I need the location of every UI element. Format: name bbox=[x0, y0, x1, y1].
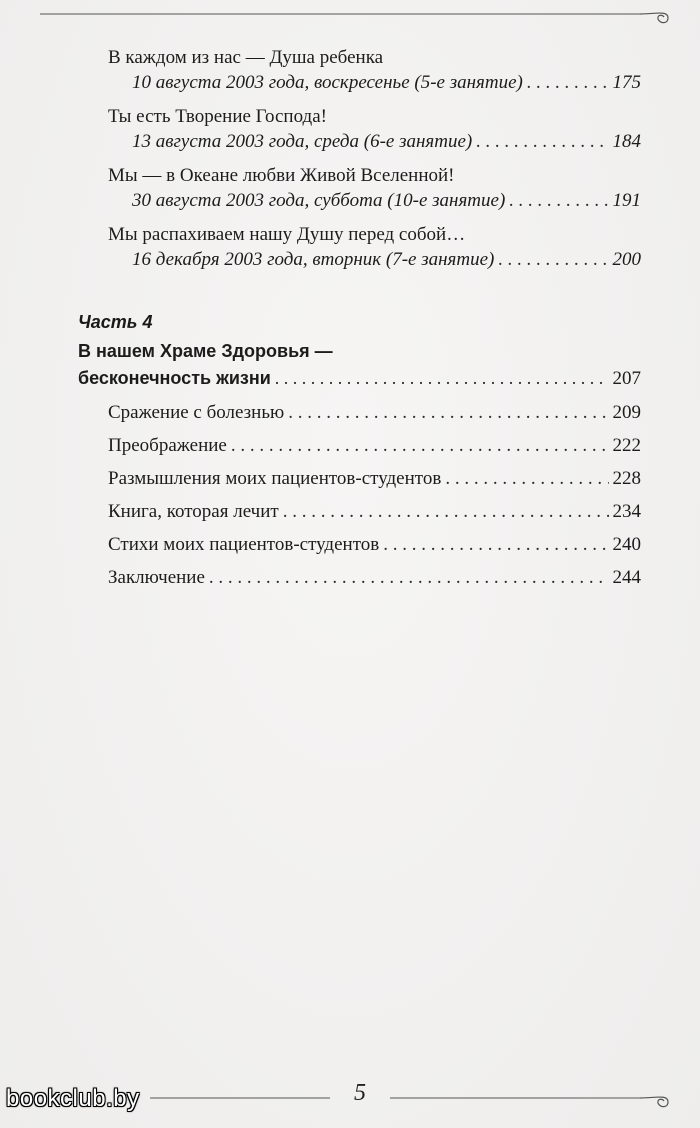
toc-page-number: 207 bbox=[612, 368, 641, 389]
toc-entry-subtitle-line bbox=[108, 188, 641, 213]
toc-page-number: 209 bbox=[612, 402, 641, 423]
dot-leader bbox=[527, 70, 609, 95]
dot-leader bbox=[498, 247, 608, 272]
toc-page-number: 200 bbox=[612, 249, 641, 270]
toc-entry-title: Мы распахиваем нашу Душу перед собой… bbox=[108, 224, 466, 245]
page-number: 5 bbox=[354, 1080, 366, 1106]
toc-entry-title: Заключение bbox=[108, 567, 205, 588]
toc-entry-title: Преображение bbox=[108, 435, 227, 456]
toc-entry-title: Мы — в Океане любви Живой Вселенной! bbox=[108, 165, 455, 186]
toc-entry[interactable] bbox=[108, 499, 641, 524]
part-title-line2 bbox=[78, 365, 641, 392]
toc-entry[interactable] bbox=[108, 222, 641, 272]
part-title-line2-text: бесконечность жизни bbox=[78, 368, 271, 388]
dot-leader bbox=[445, 466, 608, 491]
toc-entry-line bbox=[108, 565, 641, 590]
toc-entry-line bbox=[108, 466, 641, 491]
toc-entry-title: Ты есть Творение Господа! bbox=[108, 106, 327, 127]
toc-entry-line bbox=[108, 400, 641, 425]
toc-entry[interactable] bbox=[108, 466, 641, 491]
toc-entry[interactable] bbox=[108, 45, 641, 95]
dot-leader bbox=[209, 565, 609, 590]
dot-leader bbox=[288, 400, 608, 425]
toc-page-number: 191 bbox=[612, 190, 641, 211]
toc-entry-subtitle-line bbox=[108, 129, 641, 154]
toc-entry-line bbox=[108, 532, 641, 557]
toc-entry-title: Сражение с болезнью bbox=[108, 402, 285, 423]
toc-entry-line bbox=[108, 433, 641, 458]
dot-leader bbox=[283, 499, 609, 524]
part-title[interactable] bbox=[78, 338, 641, 392]
top-ornament-icon bbox=[0, 0, 700, 30]
toc-entry-title: В каждом из нас — Душа ребенка bbox=[108, 47, 384, 68]
dot-leader bbox=[231, 433, 609, 458]
toc-entry[interactable] bbox=[108, 565, 641, 590]
toc-entry[interactable] bbox=[108, 400, 641, 425]
toc-entry[interactable] bbox=[108, 104, 641, 154]
toc-entry[interactable] bbox=[108, 163, 641, 213]
toc-entry-subtitle: 13 августа 2003 года, среда (6-е занятие) bbox=[132, 131, 473, 152]
toc-page-number: 175 bbox=[612, 72, 641, 93]
part-label: Часть 4 bbox=[78, 312, 153, 332]
toc-entry[interactable] bbox=[108, 532, 641, 557]
toc-page-number: 234 bbox=[612, 501, 641, 522]
dot-leader bbox=[275, 365, 609, 392]
dot-leader bbox=[476, 129, 608, 154]
toc-page-number: 244 bbox=[612, 567, 641, 588]
toc-entry-subtitle-line bbox=[108, 70, 641, 95]
toc-entry-subtitle-line bbox=[108, 247, 641, 272]
toc-entry[interactable] bbox=[108, 433, 641, 458]
toc-page-number: 228 bbox=[612, 468, 641, 489]
dot-leader bbox=[383, 532, 608, 557]
toc-page-number: 240 bbox=[612, 534, 641, 555]
toc-entry-title: Стихи моих пациентов-студентов bbox=[108, 534, 380, 555]
toc-page-number: 184 bbox=[612, 131, 641, 152]
part-title-line1: В нашем Храме Здоровья — bbox=[78, 341, 333, 361]
watermark-text: bookclub.by bbox=[6, 1085, 140, 1112]
toc-page-number: 222 bbox=[612, 435, 641, 456]
toc-entry-subtitle: 16 декабря 2003 года, вторник (7-е занятие) bbox=[132, 249, 495, 270]
toc-entry-title: Размышления моих пациентов-студентов bbox=[108, 468, 442, 489]
dot-leader bbox=[509, 188, 608, 213]
toc-entry-subtitle: 30 августа 2003 года, суббота (10-е занятие) bbox=[132, 190, 506, 211]
toc-entry-subtitle: 10 августа 2003 года, воскресенье (5-е занятие) bbox=[132, 72, 523, 93]
toc-entry-title: Книга, которая лечит bbox=[108, 501, 279, 522]
toc-entry-line bbox=[108, 499, 641, 524]
